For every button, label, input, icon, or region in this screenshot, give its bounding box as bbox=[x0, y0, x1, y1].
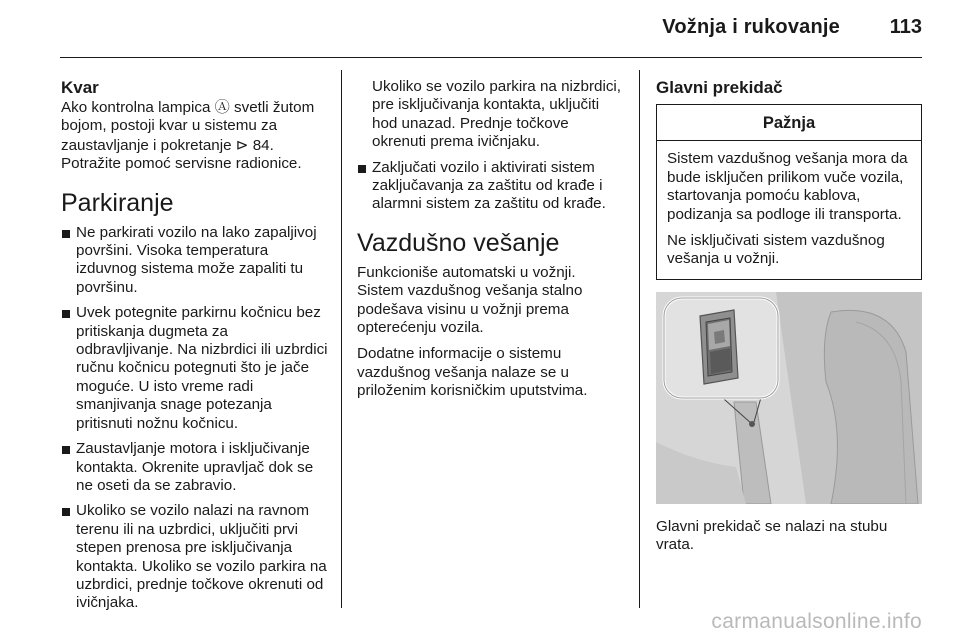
column-3 bbox=[656, 78, 922, 555]
page-reference-icon: ⊳ bbox=[235, 135, 249, 154]
warning-box bbox=[656, 104, 922, 280]
section-heading-glavni-prekidac: Glavni prekidač bbox=[656, 78, 783, 97]
warning-title: Pažnja bbox=[657, 105, 921, 141]
parkiranje-continuation: Ukoliko se vozilo parkira na nizbrdici, pre isključivanja kontakta, uključiti hod unazad. Prednje točkove okrenuti prema ivičnjaku. bbox=[372, 78, 622, 151]
main-switch-illustration bbox=[656, 292, 922, 504]
bullet-item: Ne parkirati vozilo na lako zapaljivoj površini. Visoka temperatura izduvnog sistema može zapaliti tu površinu. bbox=[61, 224, 329, 298]
section-heading-parkiranje: Parkiranje bbox=[61, 188, 174, 217]
figure-caption: Glavni prekidač se nalazi na stubu vrata. bbox=[656, 517, 888, 554]
column-2 bbox=[357, 78, 625, 401]
column-divider-2 bbox=[639, 70, 640, 608]
section-heading-kvar: Kvar bbox=[61, 78, 99, 97]
kvar-paragraph-2: Potražite pomoć servisne radionice. bbox=[61, 155, 302, 173]
kvar-text-1: Ako kontrolna lampica bbox=[61, 99, 215, 116]
bullet-item: Uvek potegnite parkirnu kočnicu bez pritiskanja dugmeta za odbravljivanje. Na nizbrdici ili uzbrdici ručnu kočnicu potegnuti što je jače moguće. U isto vreme radi smanjivanja snage potezanja pritisnuti nožnu kočnicu. bbox=[61, 304, 329, 433]
kvar-paragraph bbox=[61, 98, 329, 155]
vazdusno-paragraph-2: Dodatne informacije o sistemu vazdušnog vešanja nalaze se u priloženim korisničkim uputstvima. bbox=[357, 345, 588, 400]
bullet-item: Zaključati vozilo i aktivirati sistem zaključavanja za zaštitu od krađe i alarmni sistem za zaštitu od krađe. bbox=[357, 159, 625, 214]
bullet-item: Ukoliko se vozilo nalazi na ravnom terenu ili na uzbrdici, uključiti prvi stepen prenosa pre isključivanja kontakta. Ukoliko se vozilo parkira na uzbrdici, prednje točkove okrenuti od ivičnjaka. bbox=[61, 502, 329, 612]
footer-watermark: carmanualsonline.info bbox=[711, 610, 922, 633]
vazdusno-paragraph-1: Funkcioniše automatski u vožnji. Sistem vazdušnog vešanja stalno podešava visinu u vožnji prema opterećenju vozila. bbox=[357, 263, 583, 337]
section-heading-vazdusno-vesanje: Vazdušno vešanje bbox=[357, 228, 560, 257]
parkiranje-bullet-list-2 bbox=[357, 159, 625, 214]
door-pillar-switch-drawing bbox=[656, 292, 922, 504]
bullet-item: Zaustavljanje motora i isključivanje kontakta. Okrenite upravljač dok se ne oseti da se zabravio. bbox=[61, 440, 329, 495]
header-rule bbox=[60, 57, 922, 58]
parkiranje-bullet-list bbox=[61, 224, 329, 613]
warning-paragraph-2: Ne isključivati sistem vazdušnog vešanja u vožnji. bbox=[667, 232, 885, 268]
warning-body bbox=[657, 141, 921, 278]
kvar-text-2: svetli žutom bojom, postoji kvar u sistemu za zaustavljanje i pokretanje bbox=[61, 99, 315, 154]
page-header-title: Vožnja i rukovanje bbox=[662, 16, 840, 38]
kvar-text-3: 84. bbox=[248, 136, 274, 154]
page-number: 113 bbox=[889, 16, 922, 38]
warning-paragraph-1: Sistem vazdušnog vešanja mora da bude isključen prilikom vuče vozila, startovanja pomoću kablova, podizanja sa podloge ili transporta. bbox=[667, 150, 908, 223]
control-lamp-icon: Ⓐ bbox=[214, 98, 230, 116]
column-divider-1 bbox=[341, 70, 342, 608]
column-1 bbox=[61, 78, 329, 620]
